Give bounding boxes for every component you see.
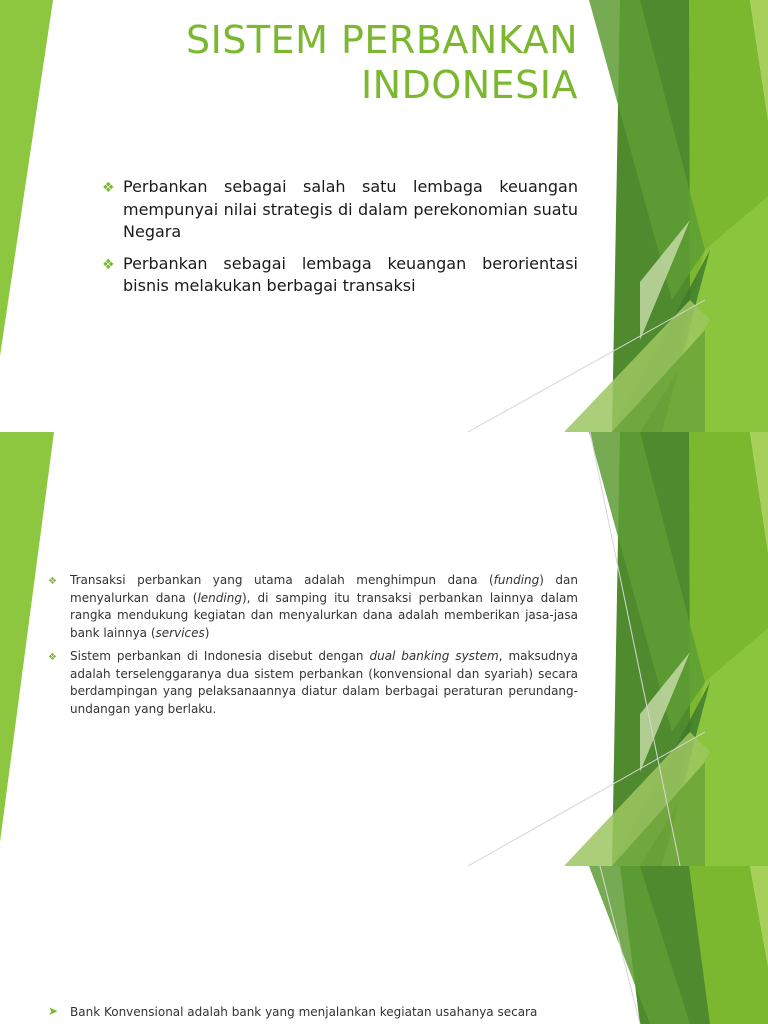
list-item (102, 253, 578, 298)
bullet-text: Sistem perbankan di Indonesia disebut dengan dual banking system, maksudnya adalah terselenggaranya dua sistem perbankan (konvensional dan syariah) secara berdampingan yang pelaksanaannya diatur dalam berbagai peraturan perundang-undangan yang berlaku. (70, 649, 578, 716)
term-funding: funding (493, 573, 540, 587)
arrow-bullet-icon: ➤ (48, 1004, 59, 1018)
title-line-2: INDONESIA (360, 63, 578, 107)
bullet-text: Perbankan sebagai salah satu lembaga keuangan mempunyai nilai strategis di dalam perekonomian suatu Negara (123, 177, 578, 241)
bullet-text: Perbankan sebagai lembaga keuangan berorientasi bisnis melakukan berbagai transaksi (123, 253, 578, 295)
diamond-bullet-icon: ❖ (48, 576, 57, 587)
bullet-list (48, 1004, 578, 1022)
left-accent-shape (0, 0, 53, 356)
bullet-list (102, 176, 578, 307)
list-item (48, 648, 578, 718)
term-dual-banking: dual banking system (369, 649, 499, 663)
diamond-bullet-icon: ❖ (102, 180, 115, 196)
list-item (48, 1004, 578, 1022)
slide-2 (0, 432, 768, 866)
diamond-bullet-icon: ❖ (102, 256, 115, 273)
bullet-text: Transaksi perbankan yang utama adalah menghimpun dana (funding) dan menyalurkan dana (lending), di samping itu transaksi perbankan lainnya dalam rangka mendukung kegiatan dan menyalurkan dana adalah memberikan jasa-jasa bank lainnya (services) (70, 573, 579, 640)
term-lending: lending (197, 590, 242, 605)
bullet-list (48, 572, 578, 724)
bullet-text: Bank Konvensional adalah bank yang menjalankan kegiatan usahanya secara (70, 1005, 538, 1019)
slide-3 (0, 866, 768, 1024)
slide-title (98, 18, 578, 108)
list-item (102, 176, 578, 244)
list-item (48, 572, 578, 642)
term-services: services (155, 625, 205, 640)
title-line-1: SISTEM PERBANKAN (185, 18, 578, 62)
slide-1 (0, 0, 768, 432)
slide-decoration (0, 866, 768, 1024)
left-accent-shape (0, 432, 54, 842)
diamond-bullet-icon: ❖ (48, 652, 57, 663)
